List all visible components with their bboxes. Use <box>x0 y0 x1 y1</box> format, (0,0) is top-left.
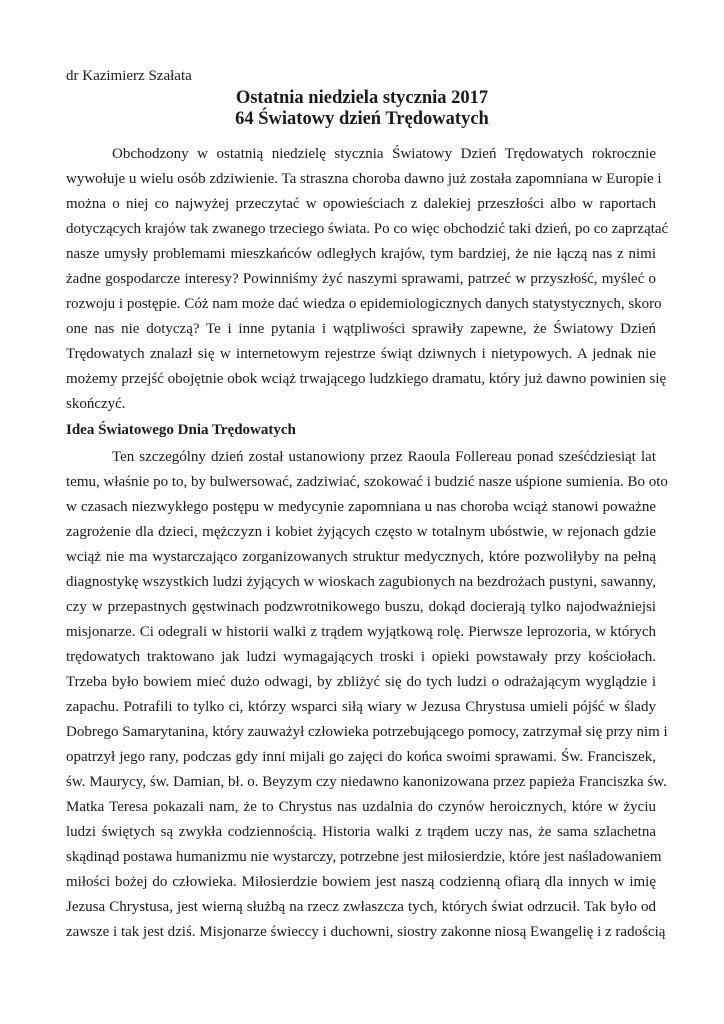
paragraph-line: Jezusa Chrystusa, jest wierną służbą na rzecz zwłaszcza tych, których świat odrzucił. Tak było od <box>66 899 656 915</box>
paragraph-line: nasze umysły problemami mieszkańców odległych krajów, tym bardziej, że nie łączą nas z nimi <box>66 246 656 262</box>
paragraph-line: Matka Teresa pokazali nam, że to Chrystus nas uzdalnia do czynów heroicznych, które w życiu <box>66 799 656 815</box>
paragraph-line: Ten szczególny dzień został ustanowiony przez Raoula Follereau ponad sześćdziesiąt lat <box>112 449 656 465</box>
paragraph-line: możemy przejść obojętnie obok wciąż trwającego ludzkiego dramatu, który już dawno powinien się <box>66 371 667 387</box>
paragraph-line: czy w przepastnych gęstwinach podzwrotnikowego buszu, dokąd docierają tylko najodważniejsi <box>66 599 656 615</box>
title-line-1: Ostatnia niedziela stycznia 2017 <box>235 88 489 108</box>
author-name: dr Kazimierz Szałata <box>66 68 192 84</box>
paragraph-line: zawsze i tak jest dziś. Misjonarze świeccy i duchowni, siostry zakonne niosą Ewangelię i z radością <box>66 924 666 940</box>
paragraph-line: ludzi świętych są zwykła codziennością. Historia walki z trądem uczy nas, że sama szlachetna <box>66 824 656 840</box>
paragraph-line: misjonarze. Ci odegrali w historii walki z trądem wyjątkową rolę. Pierwsze leprozoria, w których <box>66 624 656 640</box>
paragraph-line: diagnostykę wszystkich ludzi żyjących w wioskach zagubionych na bezdrożach pustyni, sawanny, <box>66 574 656 590</box>
title-line-2: 64 Światowy dzień Trędowatych <box>235 109 489 129</box>
paragraph-line: one nas nie dotyczą? Te i inne pytania i wątpliwości sprawiły zapewne, że Światowy Dzień <box>66 321 656 337</box>
paragraph-line: można o niej co najwyżej przeczytać w opowieściach z dalekiej przeszłości albo w raportach <box>66 196 656 212</box>
paragraph-line: zagrożenie dla dzieci, mężczyzn i kobiet żyjących często w totalnym ubóstwie, w rejonach gdzie <box>66 524 656 540</box>
paragraph-line: Trędowatych znalazł się w internetowym rejestrze świąt dziwnych i nietypowych. A jednak nie <box>66 346 656 362</box>
paragraph-line: trędowatych traktowano jak ludzi wymagających troski i opieki powstawały przy kościołach. <box>66 649 656 665</box>
paragraph-line: w czasach niezwykłego postępu w medycynie zapomniana u nas choroba wciąż stanowi poważne <box>66 499 656 515</box>
paragraph-line: św. Maurycy, św. Damian, bł. o. Beyzym czy niedawno kanonizowana przez papieża Franciszka św. <box>66 774 667 790</box>
paragraph-line: zapachu. Potrafili to tylko ci, którzy wsparci siłą wiary w Jezusa Chrystusa umieli pójść w ślady <box>66 699 656 715</box>
paragraph-line: Dobrego Samarytanina, który zauważył człowieka potrzebującego pomocy, zatrzymał się przy nim i <box>66 724 668 740</box>
paragraph-line: skończyć. <box>66 396 126 412</box>
paragraph-line: miłości bożej do człowieka. Miłosierdzie bowiem jest naszą codzienną ofiarą dla innych w imię <box>66 874 656 890</box>
paragraph-line: opatrzył jego rany, podczas gdy inni mijali go zajęci do końca swoimi sprawami. Św. Franciszek, <box>66 749 656 765</box>
section-heading: Idea Światowego Dnia Trędowatych <box>66 422 296 438</box>
paragraph-line: skądinąd postawa humanizmu nie wystarczy, potrzebne jest miłosierdzie, które jest naśladowaniem <box>66 849 662 865</box>
paragraph-line: dotyczących krajów tak zwanego trzeciego świata. Po co więc obchodzić taki dzień, po co zaprzątać <box>66 221 669 237</box>
paragraph-line: temu, właśnie po to, by bulwersować, zadziwiać, szokować i budzić nasze uśpione sumienia. Bo oto <box>66 474 668 490</box>
paragraph-line: Obchodzony w ostatnią niedzielę stycznia Światowy Dzień Trędowatych rokrocznie <box>112 146 656 162</box>
paragraph-line: Trzeba było bowiem mieć dużo odwagi, by zbliżyć się do tych ludzi o odrażającym wyglądzie i <box>66 674 656 690</box>
paragraph-line: żadne gospodarcze interesy? Powinniśmy żyć naszymi sprawami, patrzeć w przyszłość, myśleć o <box>66 271 656 287</box>
paragraph-line: rozwoju i postępie. Cóż nam może dać wiedza o epidemiologicznych danych statystycznych, skoro <box>66 296 662 312</box>
paragraph-line: wywołuje u wielu osób zdziwienie. Ta straszna choroba dawno już została zapomniana w Europie i <box>66 171 662 187</box>
paragraph-line: wciąż nie ma wystarczająco zorganizowanych struktur medycznych, które pozwoliłyby na pełną <box>66 549 656 565</box>
